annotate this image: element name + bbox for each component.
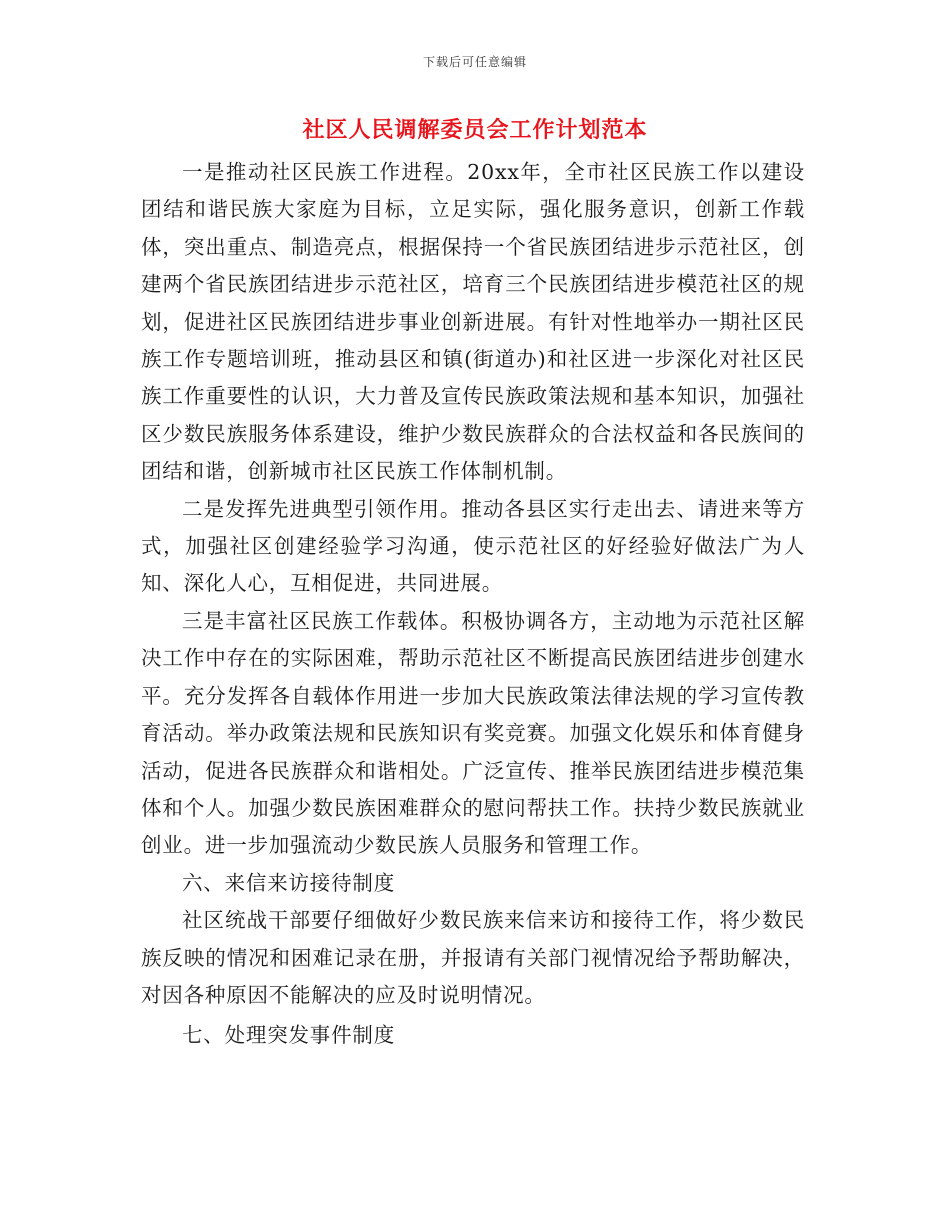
section-heading-7: 七、处理突发事件制度 [182, 1023, 395, 1048]
paragraph-1: 一是推动社区民族工作进程。20xx年，全市社区民族工作以建设团结和谐民族大家庭为目标，立足实际，强化服务意识，创新工作载体，突出重点、制造亮点，根据保持一个省民族团结进步示范社区，创建两个省民族团结进步示范社区，培育三个民族团结进步模范社区的规划，促进社区民族团结进步事业创新进展。有针对性地举办一期社区民族工作专题培训班，推动县区和镇(街道办)和社区进一步深化对社区民族工作重要性的认识，大力普及宣传民族政策法规和基本知识，加强社区少数民族服务体系建设，维护少数民族群众的合法权益和各民族间的团结和谐，创新城市社区民族工作体制机制。 [141, 160, 805, 484]
paragraph-4: 社区统战干部要仔细做好少数民族来信来访和接待工作，将少数民族反映的情况和困难记录在册，并报请有关部门视情况给予帮助解决，对因各种原因不能解决的应及时说明情况。 [141, 908, 805, 1007]
header-note: 下载后可任意编辑 [422, 55, 527, 69]
document-body [141, 154, 805, 1055]
paragraph-3: 三是丰富社区民族工作载体。积极协调各方，主动地为示范社区解决工作中存在的实际困难，帮助示范社区不断提高民族团结进步创建水平。充分发挥各自载体作用进一步加大民族政策法律法规的学习宣传教育活动。举办政策法规和民族知识有奖竞赛。加强文化娱乐和体育健身活动，促进各民族群众和谐相处。广泛宣传、推举民族团结进步模范集体和个人。加强少数民族困难群众的慰问帮扶工作。扶持少数民族就业创业。进一步加强流动少数民族人员服务和管理工作。 [141, 608, 805, 858]
paragraph-2: 二是发挥先进典型引领作用。推动各县区实行走出去、请进来等方式，加强社区创建经验学习沟通，使示范社区的好经验好做法广为人知、深化人心，互相促进，共同进展。 [141, 496, 805, 596]
document-title: 社区人民调解委员会工作计划范本 [302, 117, 648, 143]
section-heading-6: 六、来信来访接待制度 [182, 870, 395, 895]
